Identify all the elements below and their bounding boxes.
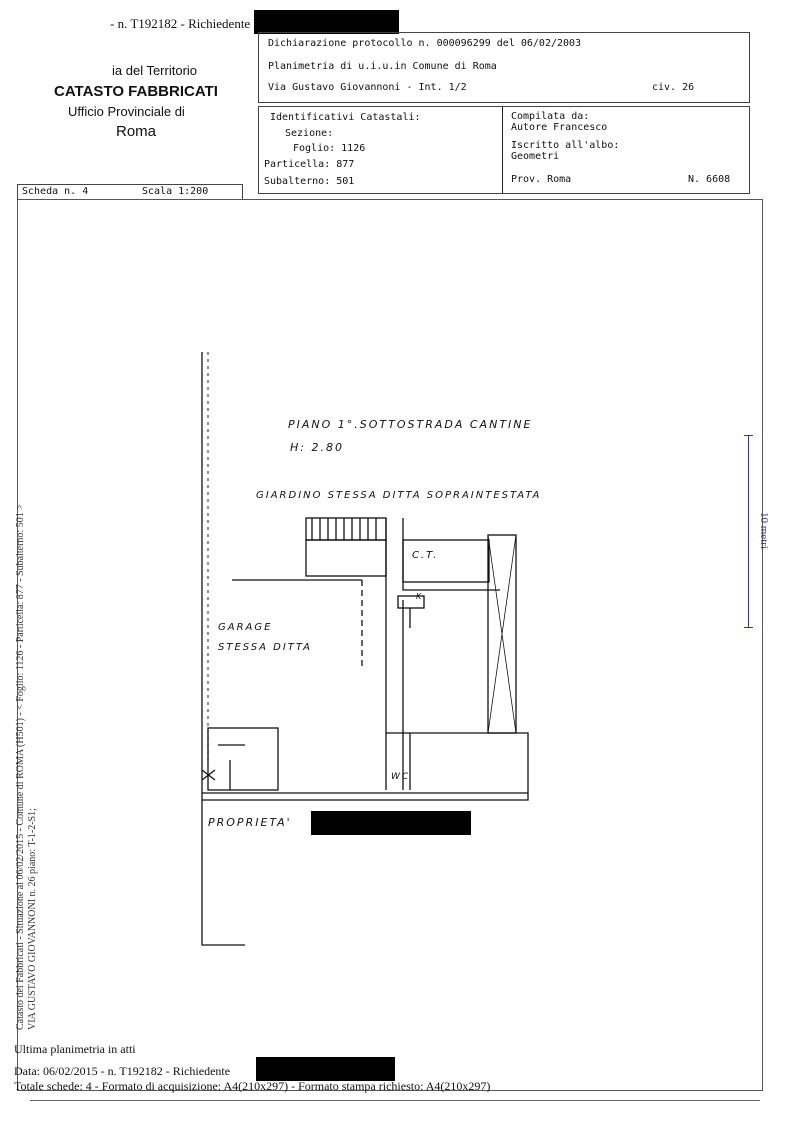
scala-label: Scala 1:200 [142, 186, 209, 197]
protocol-text: Dichiarazione protocollo n. 000096299 del 06/02/2003 [268, 38, 582, 49]
proprieta-label: PROPRIETA' [208, 816, 292, 829]
scale-bar-line [748, 435, 749, 627]
province-label: Prov. Roma [511, 174, 572, 185]
city-label: Roma [116, 123, 157, 140]
scale-bar-label: 10 metri [758, 512, 770, 549]
albo-value: Geometri [511, 151, 560, 162]
planimetria-text: Planimetria di u.i.u.in Comune di Roma [268, 61, 497, 72]
k-label: K [416, 592, 424, 601]
top-request-text: - n. T192182 - Richiedente [110, 16, 251, 31]
side-cadastral-text: Catasto dei Fabbricati - Situazione al 06/02/2015 - Comune di ROMA (H501) - < Foglio: 1126 - Particella: 877 - Subalterno: 501 > [15, 504, 26, 1030]
scheda-label: Scheda n. 4 [22, 186, 89, 197]
identifiers-title: Identificativi Catastali: [270, 112, 421, 123]
iscritto-label: Iscritto all'albo: [511, 140, 620, 151]
wc-label: WC [391, 772, 411, 782]
garage-owner-label: STESSA DITTA [218, 642, 312, 653]
ultima-planimetria-label: Ultima planimetria in atti [14, 1042, 136, 1056]
address-text: Via Gustavo Giovannoni - Int. 1/2 [268, 82, 467, 93]
catasto-title: CATASTO FABBRICATI [54, 83, 218, 100]
subalterno-label: Subalterno: 501 [264, 176, 355, 187]
footer-totale-line: Totale schede: 4 - Formato di acquisizione: A4(210x297) - Formato stampa richiesto: A4(210x297) [14, 1079, 491, 1093]
albo-number: N. 6608 [688, 174, 731, 185]
scale-bar-tick-top [744, 435, 753, 436]
civic-text: civ. 26 [652, 82, 695, 93]
footer-date-line: Data: 06/02/2015 - n. T192182 - Richiedente [14, 1064, 231, 1078]
redacted-requester-footer [256, 1057, 395, 1081]
sezione-label: Sezione: [285, 128, 334, 139]
foglio-label: Foglio: 1126 [293, 143, 366, 154]
floor-title: PIANO 1°.SOTTOSTRADA CANTINE [288, 418, 533, 431]
garage-label: GARAGE [218, 622, 273, 633]
ct-label: C.T. [412, 550, 439, 561]
particella-label: Particella: 877 [264, 159, 355, 170]
compilata-label: Compilata da: [511, 111, 590, 122]
floor-height: H: 2.80 [290, 441, 344, 454]
redacted-neighbor-owner [311, 811, 471, 835]
scale-bar-tick-bottom [744, 627, 753, 628]
ufficio-label: Ufficio Provinciale di [68, 104, 185, 119]
agency-partial-title: ia del Territorio [112, 63, 198, 78]
author-name: Autore Francesco [511, 122, 608, 133]
garden-label: GIARDINO STESSA DITTA SOPRAINTESTATA [256, 490, 542, 501]
side-address-text: VIA GUSTAVO GIOVANNONI n. 26 piano: T-1-2-S1; [27, 808, 38, 1030]
